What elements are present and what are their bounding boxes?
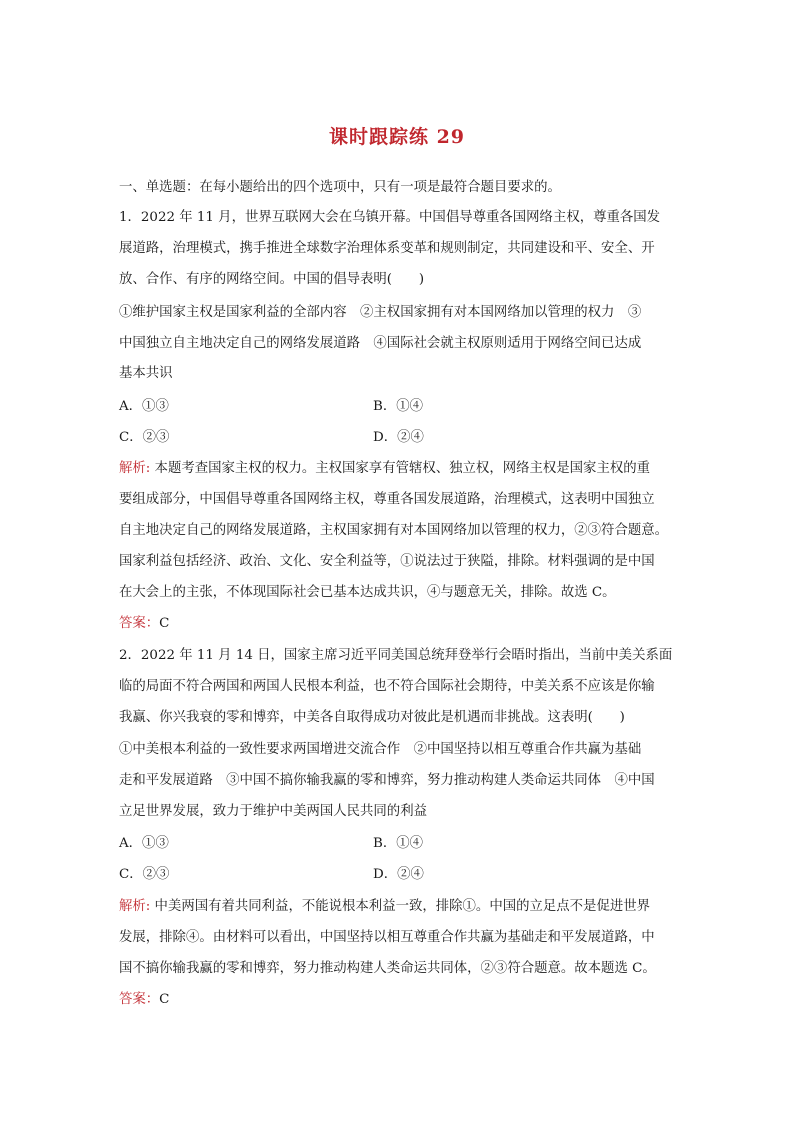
- section-heading: 一、单选题：在每小题给出的四个选项中，只有一项是最符合题目要求的。: [119, 180, 561, 195]
- analysis-label: 解析:: [119, 461, 151, 476]
- answer-label: 答案：: [119, 992, 160, 1007]
- analysis-text: 本题考查国家主权的权力。主权国家享有管辖权、独立权，网络主权是国家主权的重: [150, 461, 651, 476]
- option-a: A．①③: [119, 399, 169, 414]
- analysis-line: 要组成部分，中国倡导尊重各国网络主权，尊重各国发展道路，治理模式，这表明中国独立: [119, 492, 655, 507]
- question-stem-line: 1．2022 年 11 月，世界互联网大会在乌镇开幕。中国倡导尊重各国网络主权，尊重各国发: [119, 210, 661, 225]
- option-d: D．②④: [373, 430, 424, 445]
- analysis-line: 国不搞你输我赢的零和博弈，努力推动构建人类命运共同体，②③符合题意。故本题选 C。: [119, 961, 656, 976]
- statement-line: 中国独立自主地决定自己的网络发展道路 ④国际社会就主权原则适用于网络空间已达成: [119, 336, 642, 351]
- question-stem-line: 展道路，治理模式，携手推进全球数字治理体系变革和规则制定，共同建设和平、安全、开: [119, 241, 655, 256]
- question-stem-line: 我赢、你兴我衰的零和博弈，中美各自取得成功对彼此是机遇而非挑战。这表明( ): [119, 710, 625, 725]
- analysis-line: [119, 459, 679, 479]
- analysis-line: [119, 897, 679, 917]
- question-stem-line: 放、合作、有序的网络空间。中国的倡导表明( ): [119, 272, 425, 287]
- option-d: D．②④: [373, 867, 424, 882]
- statement-line: ①中美根本利益的一致性要求两国增进交流合作 ②中国坚持以相互尊重合作共赢为基础: [119, 742, 642, 757]
- question-stem-line: 临的局面不符合两国和两国人民根本利益，也不符合国际社会期待，中美关系不应该是你输: [119, 679, 655, 694]
- answer-line: [119, 614, 679, 634]
- answer-label: 答案：: [119, 616, 160, 631]
- statement-line: 基本共识: [119, 366, 173, 381]
- answer-value: C: [159, 992, 170, 1007]
- analysis-label: 解析:: [119, 899, 151, 914]
- option-b: B．①④: [373, 399, 424, 414]
- option-b: B．①④: [373, 836, 424, 851]
- statement-line: ①维护国家主权是国家利益的全部内容 ②主权国家拥有对本国网络加以管理的权力 ③: [119, 305, 642, 320]
- option-a: A．①③: [119, 836, 169, 851]
- answer-value: C: [159, 616, 170, 631]
- analysis-text: 中美两国有着共同利益，不能说根本利益一致，排除①。中国的立足点不是促进世界: [150, 899, 651, 914]
- statement-line: 走和平发展道路 ③中国不搞你输我赢的零和博弈，努力推动构建人类命运共同体 ④中国: [119, 773, 655, 788]
- option-c: C．②③: [119, 867, 170, 882]
- analysis-line: 国家利益包括经济、政治、文化、安全利益等，①说法过于狭隘，排除。材料强调的是中国: [119, 554, 655, 569]
- page-title: 课时跟踪练 29: [328, 126, 466, 148]
- statement-line: 立足世界发展，致力于维护中美两国人民共同的利益: [119, 804, 427, 819]
- option-c: C．②③: [119, 430, 170, 445]
- answer-line: [119, 990, 679, 1010]
- analysis-line: 自主地决定自己的网络发展道路，主权国家拥有对本国网络加以管理的权力，②③符合题意。: [119, 523, 669, 538]
- question-stem-line: 2．2022 年 11 月 14 日，国家主席习近平同美国总统拜登举行会晤时指出，当前中美关系面: [119, 648, 673, 663]
- analysis-line: 在大会上的主张，不体现国际社会已基本达成共识，④与题意无关，排除。故选 C。: [119, 585, 616, 600]
- analysis-line: 发展，排除④。由材料可以看出，中国坚持以相互尊重合作共赢为基础走和平发展道路，中: [119, 930, 655, 945]
